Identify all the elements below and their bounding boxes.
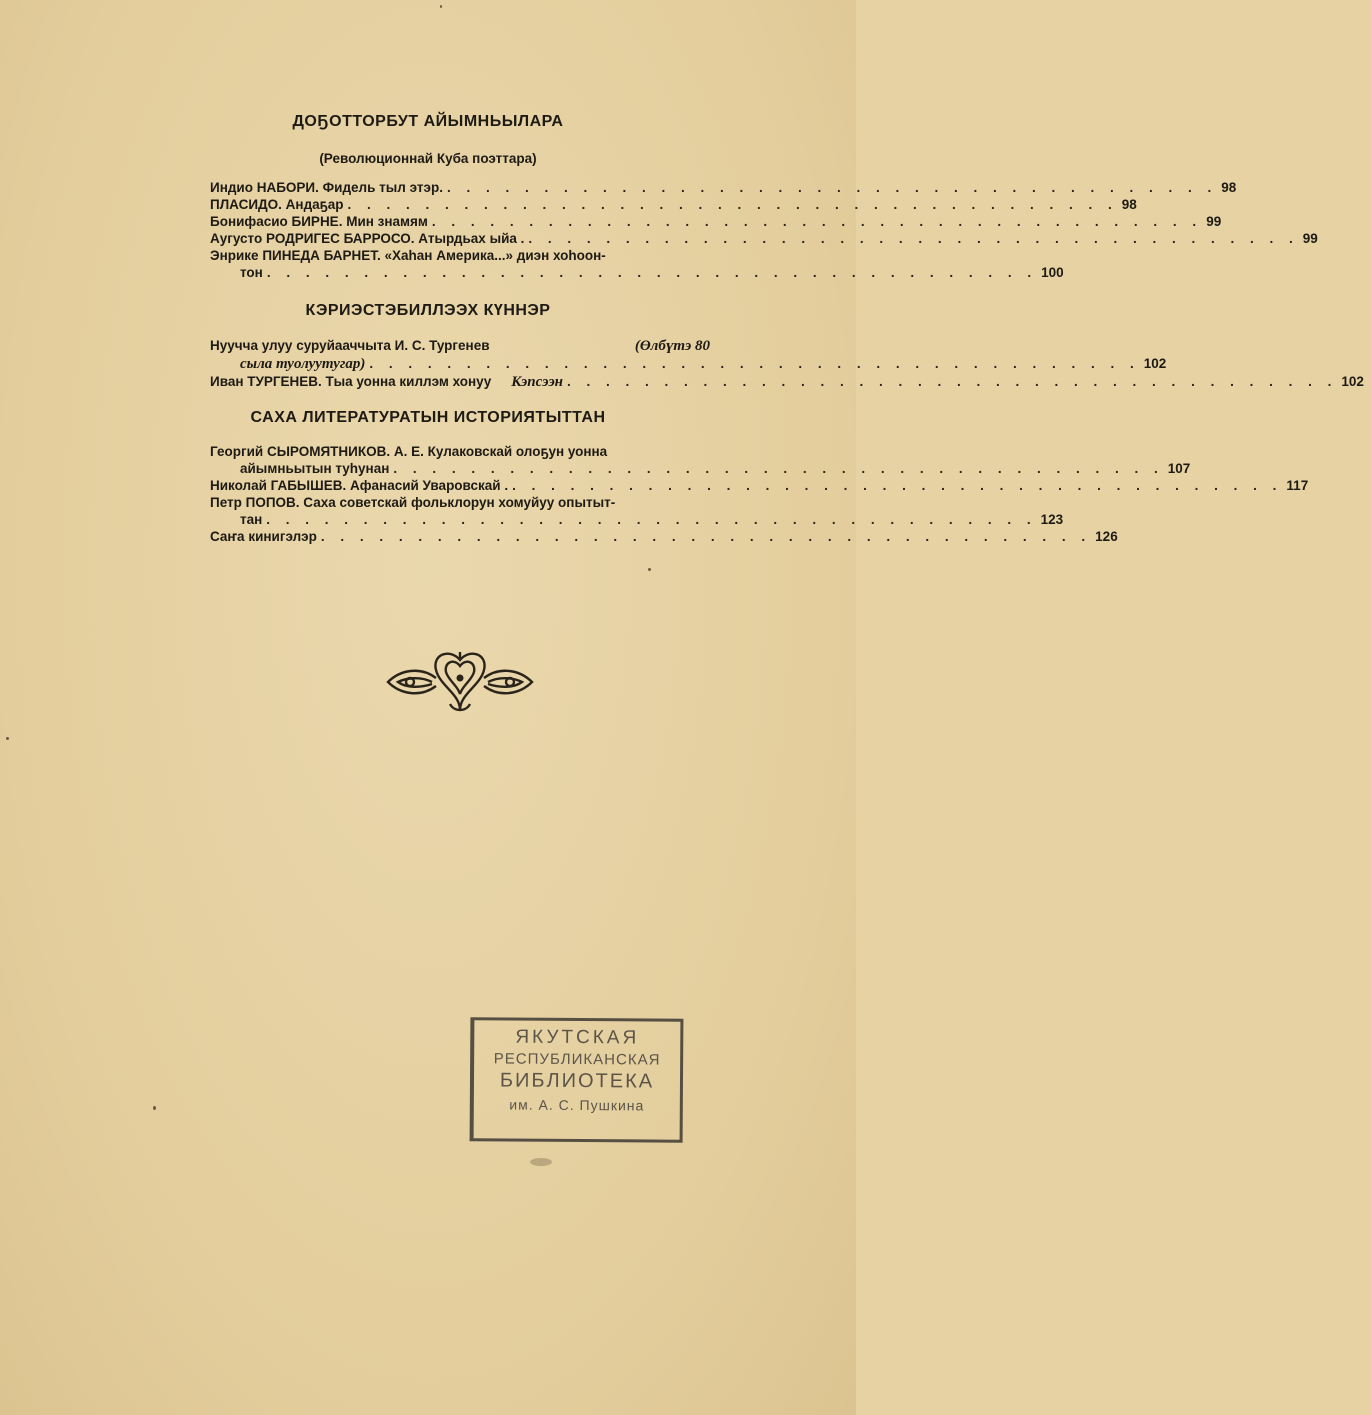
toc-entry[interactable] <box>210 196 1137 213</box>
page-number: 126 <box>1095 529 1118 544</box>
stamp-line-1: ЯКУТСКАЯ <box>515 1026 640 1049</box>
page-number: 99 <box>1302 231 1318 246</box>
entry-italic-cont: сыла туолуутугар) <box>240 356 366 372</box>
entry-text: ПЛАСИДО. Андаҕар <box>210 197 344 212</box>
section-title-2: КЭРИЭСТЭБИЛЛЭЭХ КҮННЭР <box>305 302 551 319</box>
section-title-3: САХА ЛИТЕРАТУРАТЫН ИСТОРИЯТЫТТАН <box>250 409 606 426</box>
entry-text: Бонифасио БИРНЕ. Мин знамям <box>210 214 428 229</box>
entry-text: Нуучча улуу суруйааччыта И. С. Тургенев <box>210 338 490 353</box>
leader-dots: . . . . . . . . . . . . . . . . . . . . . . . . . . . . . . . . . . . . . . . . <box>528 231 1299 246</box>
page-number: 100 <box>1041 265 1064 280</box>
leader-dots: . . . . . . . . . . . . . . . . . . . . . . . . . . . . . . . . . . . . . . . . <box>266 512 1037 527</box>
entry-text-cont: тон <box>240 265 263 280</box>
stamp-line-4: им. А. С. Пушкина <box>509 1096 645 1114</box>
paper-speck <box>530 1158 552 1166</box>
ornament-icon <box>380 648 540 718</box>
leader-dots: . . . . . . . . . . . . . . . . . . . . . . . . . . . . . . . . . . . . . . . . <box>567 374 1338 389</box>
entry-text: Энрике ПИНЕДА БАРНЕТ. «Хаһан Америка...» диэн хоһоон- <box>210 248 606 263</box>
page-number: 117 <box>1286 478 1309 493</box>
toc-entry[interactable] <box>210 494 1064 528</box>
section-title-1: ДОҔОТТОРБУТ АЙЫМНЬЫЛАРА <box>292 113 564 130</box>
paper-speck <box>648 568 651 571</box>
library-stamp <box>470 1017 684 1142</box>
stamp-line-2: РЕСПУБЛИКАНСКАЯ <box>493 1050 661 1069</box>
stamp-line-3: БИБЛИОТЕКА <box>499 1069 655 1093</box>
toc-entry[interactable] <box>210 179 1237 196</box>
toc-entry[interactable] <box>210 443 1191 477</box>
entry-italic: (Өлбүтэ 80 <box>634 338 710 354</box>
toc-section-3 <box>210 443 1309 545</box>
entry-text: Саҥа кинигэлэр <box>210 529 317 544</box>
page-number: 107 <box>1167 461 1191 476</box>
leader-dots: . . . . . . . . . . . . . . . . . . . . . . . . . . . . . . . . . . . . . . . . <box>369 356 1140 371</box>
page-number: 99 <box>1206 214 1222 229</box>
section-subtitle-1: (Революционнай Куба поэттара) <box>319 151 537 166</box>
leader-dots: . . . . . . . . . . . . . . . . . . . . . . . . . . . . . . . . . . . . . . . . <box>446 180 1218 195</box>
toc-entry[interactable] <box>210 213 1222 230</box>
leader-dots: . . . . . . . . . . . . . . . . . . . . . . . . . . . . . . . . . . . . . . . . <box>266 265 1038 280</box>
toc-entry[interactable] <box>210 477 1309 494</box>
entry-italic: Кэпсээн <box>511 374 564 390</box>
leader-dots: . . . . . . . . . . . . . . . . . . . . . . . . . . . . . . . . . . . . . . . . <box>512 478 1283 493</box>
page-number: 102 <box>1143 356 1167 371</box>
entry-text-cont: тан <box>240 512 263 527</box>
toc-entry[interactable] <box>210 337 1167 373</box>
paper-speck <box>153 1106 156 1110</box>
toc-section-2 <box>210 337 1364 391</box>
paper-speck <box>6 737 9 740</box>
page-number: 98 <box>1221 180 1237 195</box>
entry-text: Петр ПОПОВ. Саха советскай фольклорун хомуйуу опытыт- <box>210 495 616 510</box>
leader-dots: . . . . . . . . . . . . . . . . . . . . . . . . . . . . . . . . . . . . . . . . <box>347 197 1118 212</box>
leader-dots: . . . . . . . . . . . . . . . . . . . . . . . . . . . . . . . . . . . . . . . . <box>320 529 1092 544</box>
entry-text: Иван ТУРГЕНЕВ. Тыа уонна киллэм хонуу <box>210 374 492 389</box>
entry-text: Индио НАБОРИ. Фидель тыл этэр. <box>210 180 443 195</box>
paper-speck <box>440 5 442 8</box>
entry-text-cont: айымньытын туһунан <box>240 461 390 476</box>
entry-text: Георгий СЫРОМЯТНИКОВ. А. Е. Кулаковскай олоҕун уонна <box>210 444 608 459</box>
leader-dots: . . . . . . . . . . . . . . . . . . . . . . . . . . . . . . . . . . . . . . . . <box>393 461 1164 476</box>
page-number: 102 <box>1341 374 1364 389</box>
page-number: 123 <box>1040 512 1064 527</box>
entry-text: Аугусто РОДРИГЕС БАРРОСО. Атырдьах ыйа . <box>210 231 525 246</box>
toc-entry[interactable] <box>210 230 1318 247</box>
toc-entry[interactable] <box>210 528 1118 545</box>
toc-entry[interactable] <box>210 247 1064 281</box>
toc-section-1 <box>210 179 1318 281</box>
toc-entry[interactable] <box>210 373 1364 391</box>
entry-text: Николай ГАБЫШЕВ. Афанасий Уваровскай . <box>210 478 509 493</box>
leader-dots: . . . . . . . . . . . . . . . . . . . . . . . . . . . . . . . . . . . . . . . . <box>431 214 1203 229</box>
page-number: 98 <box>1121 197 1137 212</box>
